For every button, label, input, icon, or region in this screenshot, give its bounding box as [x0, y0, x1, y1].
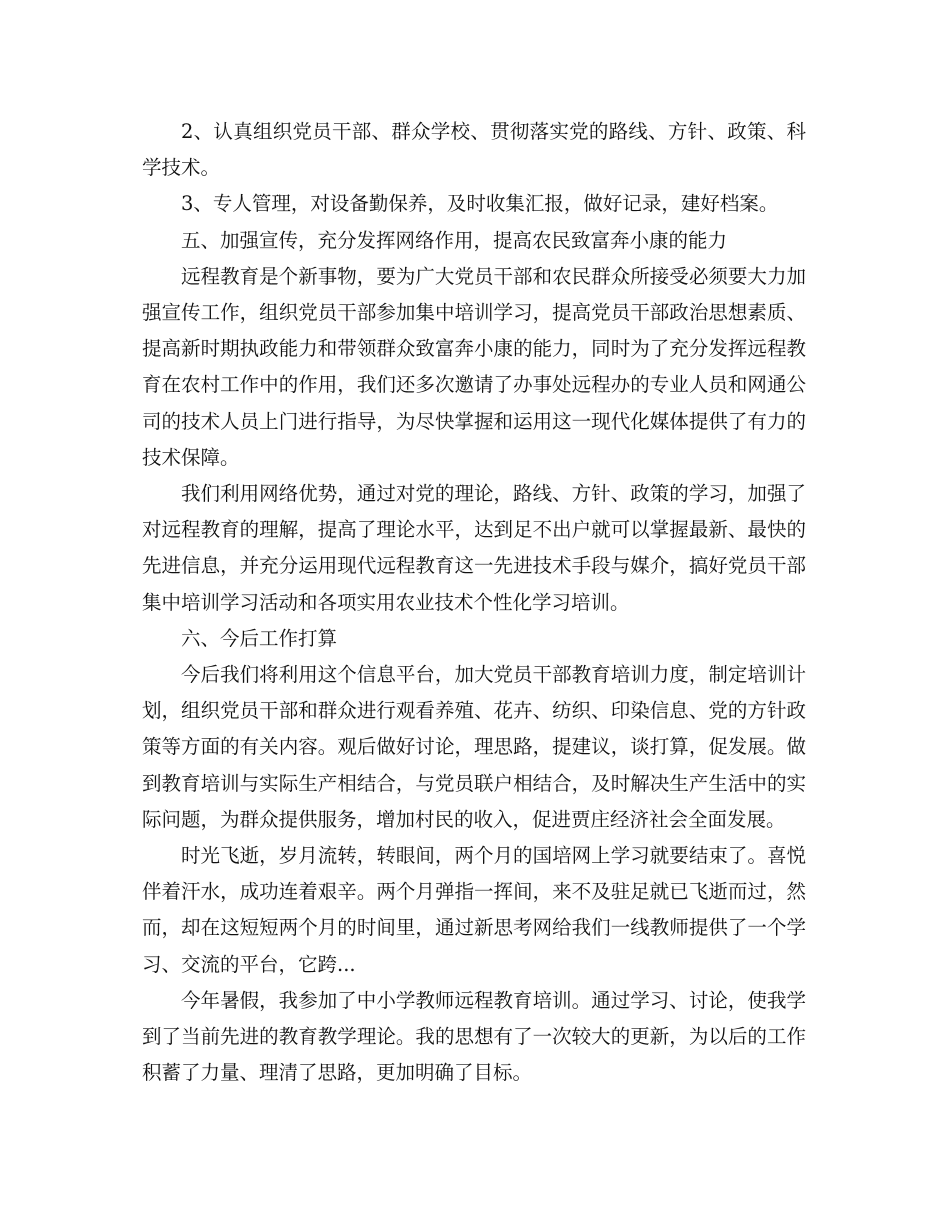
paragraph-summer-training: 今年暑假，我参加了中小学教师远程教育培训。通过学习、讨论，使我学到了当前先进的教育教学理论。我的思想有了一次较大的更新，为以后的工作积蓄了力量、理清了思路，更加明确了目标。: [142, 988, 806, 1085]
paragraph-item-3: 3、专人管理，对设备勤保养，及时收集汇报，做好记录，建好档案。: [181, 192, 779, 216]
document-body: [142, 114, 806, 1091]
paragraph-publicity: 远程教育是个新事物，要为广大党员干部和农民群众所接受必须要大力加强宣传工作，组织党员干部参加集中培训学习，提高党员干部政治思想素质、提高新时期执政能力和带领群众致富奔小康的能力，同时为了充分发挥远程教育在农村工作中的作用，我们还多次邀请了办事处远程办的专业人员和网通公司的技术人员上门进行指导，为尽快掌握和运用这一现代化媒体提供了有力的技术保障。: [142, 264, 806, 469]
paragraph-time-flies: 时光飞逝，岁月流转，转眼间，两个月的国培网上学习就要结束了。喜悦伴着汗水，成功连着艰辛。两个月弹指一挥间，来不及驻足就已飞逝而过，然而，却在这短短两个月的时间里，通过新思考网给我们一线教师提供了一个学习、交流的平台，它跨...: [142, 844, 806, 976]
paragraph-item-2: 2、认真组织党员干部、群众学校、贯彻落实党的路线、方针、政策、科学技术。: [142, 120, 806, 180]
paragraph-network-advantage: 我们利用网络优势，通过对党的理论，路线、方针、政策的学习，加强了对远程教育的理解，提高了理论水平，达到足不出户就可以掌握最新、最快的先进信息，并充分运用现代远程教育这一先进技术手段与媒介，搞好党员干部集中培训学习活动和各项实用农业技术个性化学习培训。: [142, 482, 806, 614]
section-heading-5: 五、加强宣传，充分发挥网络作用，提高农民致富奔小康的能力: [181, 228, 728, 252]
section-heading-6: 六、今后工作打算: [181, 626, 338, 650]
paragraph-future-plan: 今后我们将利用这个信息平台，加大党员干部教育培训力度，制定培训计划，组织党员干部和群众进行观看养殖、花卉、纺织、印染信息、党的方针政策等方面的有关内容。观后做好讨论，理思路，提建议，谈打算，促发展。做到教育培训与实际生产相结合，与党员联户相结合，及时解决生产生活中的实际问题，为群众提供服务，增加村民的收入，促进贾庄经济社会全面发展。: [142, 663, 806, 831]
